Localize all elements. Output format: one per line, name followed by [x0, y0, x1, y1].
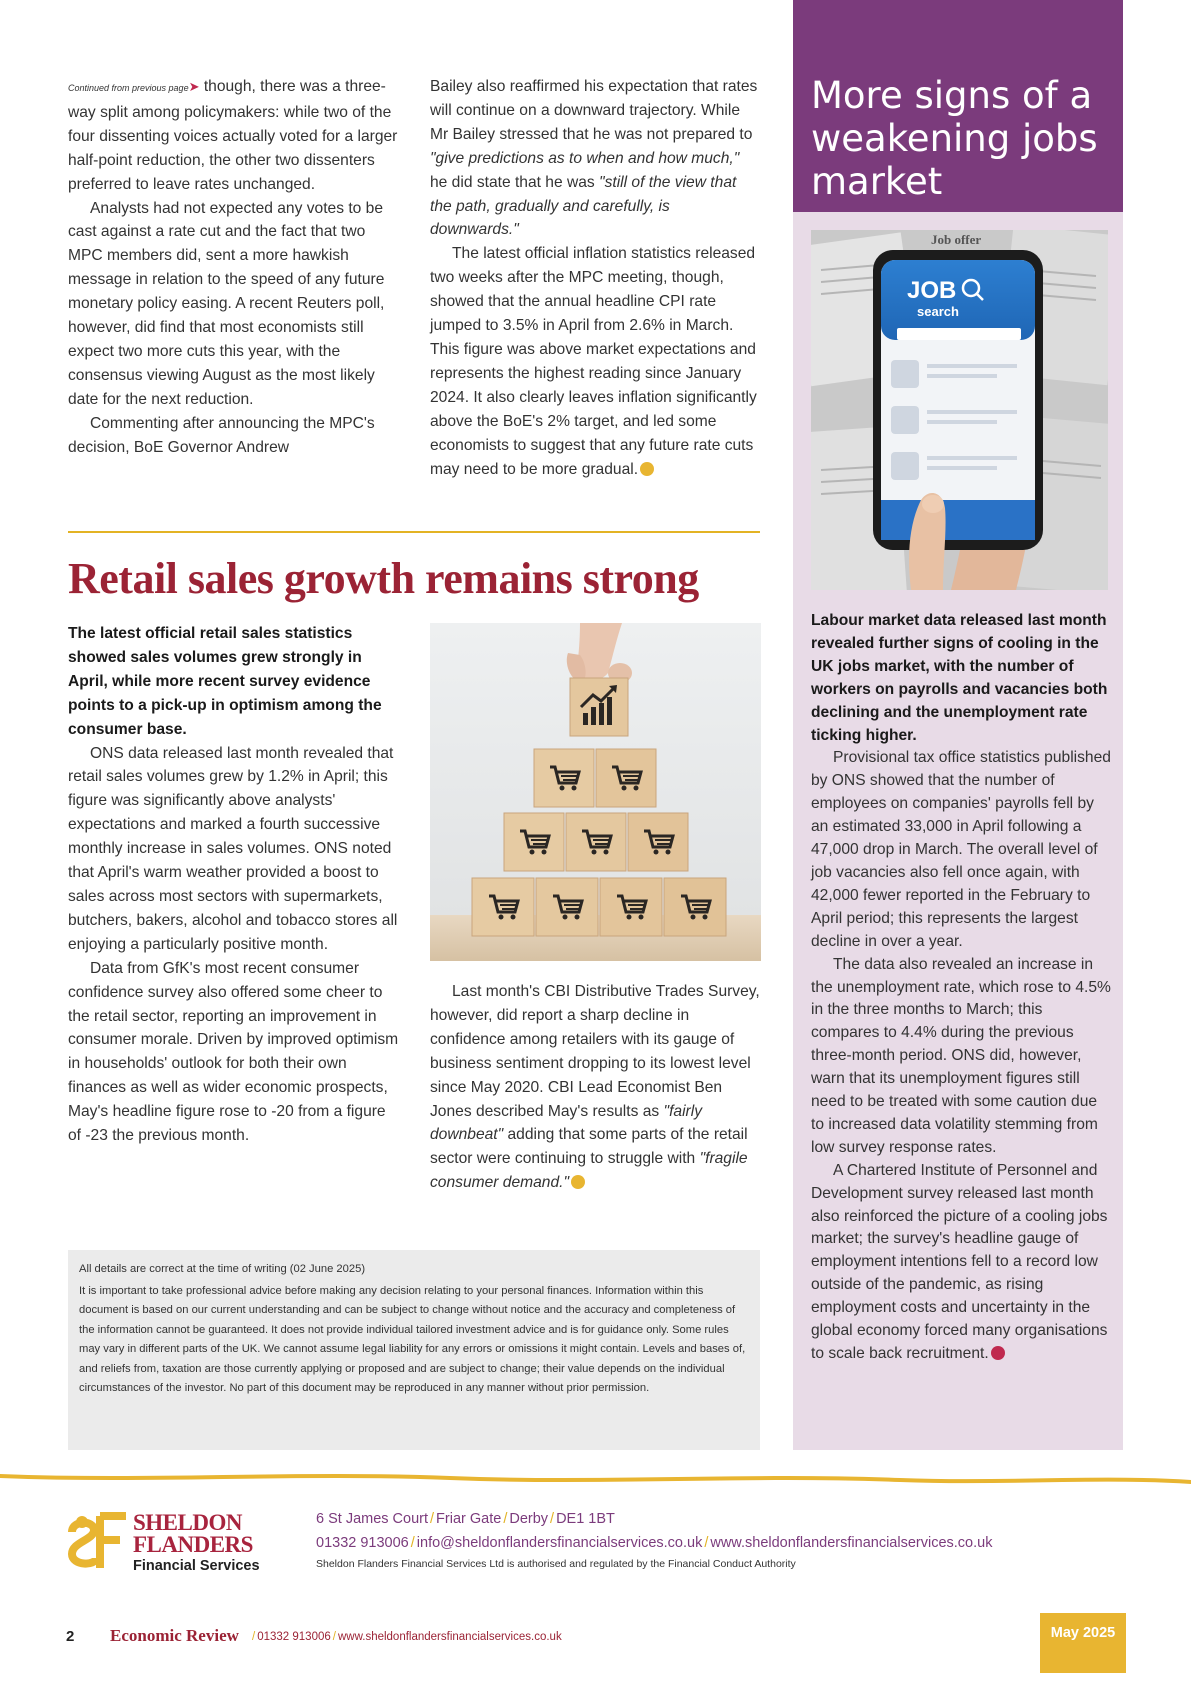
issue-date-tab — [1040, 1613, 1126, 1673]
bottom-phone[interactable]: 01332 913006 — [257, 1631, 331, 1643]
col2-p1-text-b: he did state that he was — [430, 173, 600, 191]
retail-article-column-2 — [430, 980, 762, 1195]
company-logo — [66, 1510, 271, 1580]
continued-label: Continued from previous page — [68, 83, 189, 93]
bottom-website-link[interactable]: www.sheldonflandersfinancialservices.co.uk — [337, 1631, 562, 1643]
job-search-illustration — [811, 230, 1108, 590]
cbi-quote-1: "fairly downbeat" — [430, 1102, 702, 1144]
sidebar-header — [793, 0, 1123, 212]
jobs-paragraph-3 — [811, 1160, 1111, 1366]
retail-p3-text-b: adding that some parts of the retail sector were continuing to struggle with — [430, 1126, 748, 1168]
jobs-sidebar — [793, 0, 1123, 1450]
footer-address: 6 St James Court / Friar Gate / Derby / DE1 1BT — [316, 1511, 615, 1527]
footer-regulation: Sheldon Flanders Financial Services Ltd is authorised and regulated by the Financial Conduct Authority — [316, 1558, 796, 1570]
col2-p2-text: The latest official inflation statistics released two weeks after the MPC meeting, though, showed that the annual headline CPI rate jumped to 3.5% in April from 2.6% in March. This figure was above market expectations and represents the highest reading since January 2024. It also clearly leaves inflation significantly above the BoE's 2% target, and led some economists to suggest that any future rate cuts may need to be more gradual. — [430, 245, 757, 478]
col1-paragraph-2: Analysts had not expected any votes to be cast against a rate cut and the fact that two MPC members did, sent a more hawkish message in relation to the speed of any future monetary policy easing. A recent Reuters poll, however, did find that most economists still expect two more cuts this year, with the consensus viewing August as the most likely date for the next reduction. — [68, 199, 385, 408]
address-line-3: Derby — [509, 1511, 549, 1527]
footer-wave — [0, 1470, 1191, 1494]
article-end-icon — [991, 1346, 1005, 1360]
footer-phone[interactable]: 01332 913006 — [316, 1535, 409, 1551]
shopping-blocks-illustration — [430, 623, 761, 961]
job-text: JOB — [907, 277, 957, 304]
jobs-paragraph-1: Provisional tax office statistics published by ONS showed that the number of employees on companies' payrolls fell by an estimated 33,000 in April following a 47,000 drop in March. The overall level of job vacancies also fell once again, with 42,000 fewer reported in the February to April period; this represents the largest decline in over a year. — [811, 749, 1111, 950]
logo-sheldon: SHELDON — [133, 1510, 242, 1535]
disclaimer-date-line: All details are correct at the time of writing (02 June 2025) — [79, 1263, 366, 1275]
publication-title: Economic Review — [110, 1626, 239, 1645]
disclaimer-box — [68, 1250, 760, 1450]
retail-paragraph-1: ONS data released last month revealed that retail sales volumes grew by 1.2% in April; this figure was significantly above analysts' expectations and marked a fourth successive monthly increase in sales volumes. ONS noted that April's warm weather provided a boost to sales across most sectors with supermarkets, butchers, bakers, alcohol and tobacco stores all enjoying a particularly positive month. — [68, 744, 398, 953]
bailey-quote-2: "still of the view that the path, gradually and carefully, is downwards." — [430, 173, 737, 239]
article-end-icon — [640, 462, 654, 476]
page-number: 2 — [66, 1628, 75, 1645]
job-search-phone-photo — [811, 230, 1108, 590]
search-text: search — [917, 304, 959, 319]
retail-paragraph-2: Data from GfK's most recent consumer confidence survey also offered some cheer to the retail sector, reporting an improvement in consumer morale. Driven by improved optimism in households' outlook for both their own finances as well as wider economic prospects, May's headline figure rose to -20 from a figure of -23 the previous month. — [68, 959, 399, 1145]
col1-paragraph-3: Commenting after announcing the MPC's decision, BoE Governor Andrew — [68, 414, 375, 456]
bottom-contact: / 01332 913006 / www.sheldonflandersfinancialservices.co.uk — [252, 1631, 562, 1643]
col1-paragraph-1 — [68, 75, 398, 197]
issue-date: May 2025 — [1050, 1625, 1116, 1641]
retail-article-heading: Retail sales growth remains strong — [68, 554, 699, 603]
retail-p3-text-a: Last month's CBI Distributive Trades Survey, however, did report a sharp decline in confidence among retailers with its gauge of business sentiment dropping to its lowest level since May 2020. CBI Lead Economist Ben Jones described May's results as — [430, 983, 760, 1120]
footer-contact-line: 01332 913006 / info@sheldonflandersfinancialservices.co.uk / www.sheldonflandersfinancialservices.co.uk — [316, 1535, 993, 1551]
jobs-article-heading: More signs of a weakening jobs market — [811, 74, 1098, 203]
footer-website-link[interactable]: www.sheldonflandersfinancialservices.co.uk — [710, 1535, 993, 1551]
bailey-quote-1: "give predictions as to when and how much," — [430, 149, 740, 167]
continued-arrow-icon: ➤ — [188, 79, 200, 94]
article-end-icon — [571, 1175, 585, 1189]
inflation-article-column-2 — [430, 75, 760, 481]
cbi-quote-2: "fragile consumer demand." — [430, 1150, 748, 1192]
retail-lead: The latest official retail sales statistics showed sales volumes grew strongly in April, while more recent survey evidence points to a pick-up in optimism among the consumer base. — [68, 625, 382, 738]
col2-paragraph-1 — [430, 75, 760, 242]
retail-blocks-photo — [430, 623, 761, 961]
section-divider — [68, 531, 760, 533]
jobs-article-column — [811, 610, 1111, 1366]
col1-p1-text: though, there was a three-way split among policymakers: while two of the four dissenting voices actually voted for a larger half-point reduction, the other two dissenters preferred to leave rates unchanged. — [68, 78, 398, 193]
sf-monogram-icon — [66, 1510, 130, 1574]
disclaimer-body: It is important to take professional advice before making any decision relating to your personal finances. Information within this document is based on our current understanding and can be subject to change without notice and the accuracy and completeness of the information cannot be guaranteed. It does not provide individual tailored investment advice and is for guidance only. Some rules may vary in different parts of the UK. We cannot assume legal liability for any errors or omissions it might contain. Levels and bases of, and reliefs from, taxation are those currently applying or proposed and are subject to change; their value depends on the individual circumstances of the investor. No part of this document may be reproduced in any manner without prior permission. — [79, 1284, 746, 1394]
address-line-2: Friar Gate — [436, 1511, 502, 1527]
jobs-lead: Labour market data released last month revealed further signs of cooling in the UK jobs market, with the number of workers on payrolls and vacancies both declining and the unemployment rate ticking higher. — [811, 612, 1108, 744]
inflation-article-column-1 — [68, 75, 398, 460]
address-postcode: DE1 1BT — [556, 1511, 615, 1527]
col2-paragraph-2 — [430, 242, 760, 481]
col2-p1-text-a: Bailey also reaffirmed his expectation that rates will continue on a downward trajectory. While Mr Bailey stressed that he was not prepared to — [430, 78, 758, 143]
job-offer-text: Job offer — [931, 232, 982, 247]
footer-email-link[interactable]: info@sheldonflandersfinancialservices.co.uk — [416, 1535, 703, 1551]
logo-flanders: FLANDERS — [133, 1532, 253, 1557]
retail-article-column-1 — [68, 622, 400, 1148]
address-line-1: 6 St James Court — [316, 1511, 429, 1527]
retail-paragraph-3 — [430, 980, 762, 1195]
jobs-p3-text: A Chartered Institute of Personnel and Development survey released last month also reinforced the picture of a cooling jobs market; the survey's headline gauge of employment intentions fell to a record low outside of the pandemic, as rising employment costs and uncertainty in the global economy forced many organisations to scale back recruitment. — [811, 1161, 1108, 1362]
footer-contact — [316, 1507, 992, 1573]
jobs-paragraph-2: The data also revealed an increase in the unemployment rate, which rose to 4.5% in the three months to March; this compares to 4.4% during the previous three-month period. ONS did, however, warn that its unemployment figures still need to be treated with some caution due to increased data volatility stemming from low survey response rates. — [811, 955, 1111, 1156]
logo-financial-services: Financial Services — [133, 1558, 260, 1574]
